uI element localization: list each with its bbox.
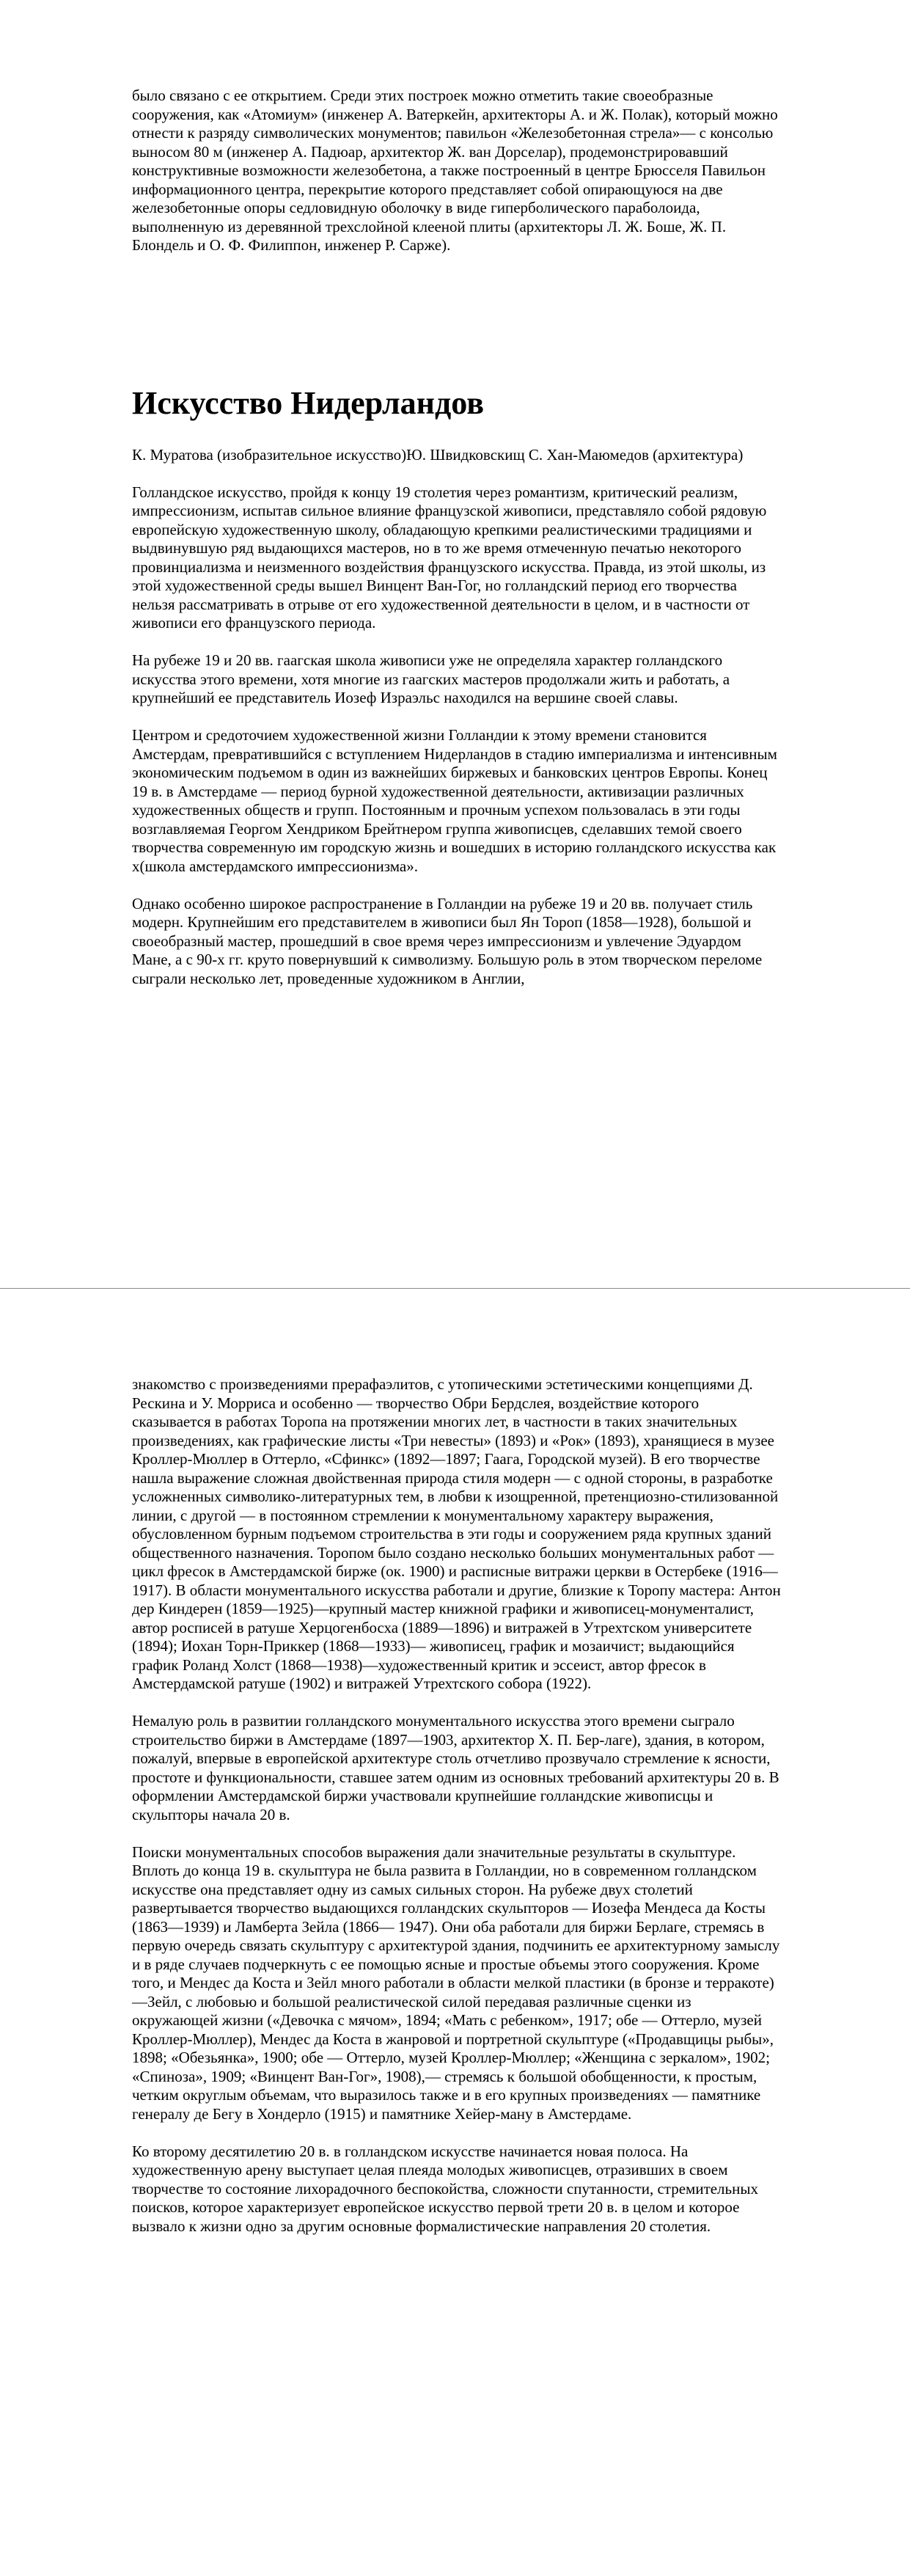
paragraph: Немалую роль в развитии голландского монументального искусства этого времени сыграло строительство биржи в Амстердаме (1897—1903, архитектор X. П. Бер-лаге), здания, в котором, пожалуй, впервые в европейской архитектуре столь отчетливо прозвучало стремление к ясности, простоте и функциональности, ставшее затем одним из основных требований архитектуры 20 в. В оформлении Амстердамской биржи участвовали крупнейшие голландские живописцы и скульпторы начала 20 в. xyxy=(132,1712,779,1823)
paragraph: Однако особенно широкое распространение в Голландии на рубеже 19 и 20 вв. получает стиль модерн. Крупнейшим его представителем в живописи был Ян Тороп (1858—1928), большой и своеобразный мастер, прошедший в свое время через импрессионизм и увлечение Эдуардом Мане, а с 90-х гг. круто повернувший к символизму. Большую роль в этом творческом переломе сыграли несколько лет, проведенные художником в Англии, xyxy=(132,894,763,987)
paragraph: На рубеже 19 и 20 вв. гаагская школа живописи уже не определяла характер голландского искусства этого времени, хотя многие из гаагских мастеров продолжали жить и работать, а крупнейший ее представитель Иозеф Израэльс находился на вершине своей славы. xyxy=(132,651,730,706)
page-1-content xyxy=(132,87,781,1007)
page-2 xyxy=(0,1288,910,2576)
paragraph: Центром и средоточием художественной жизни Голландии к этому времени становится Амстердам, превратившийся с вступлением Нидерландов в стадию империализма и интенсивным экономическим подъемом в один из важнейших биржевых и банковских центров Европы. Конец 19 в. в Амстердаме — период бурной художественной деятельности, активизации различных художественных обществ и групп. Постоянным и прочным успехом пользовалась в эти годы возглавляемая Георгом Хендриком Брейтнером группа живописцев, сделавших темой своего творчества современную им городскую жизнь и вошедших в историю голландского искусства как х(школа амстердамского импрессионизма». xyxy=(132,726,777,875)
paragraph: Голландское искусство, пройдя к концу 19 столетия через романтизм, критический реализм, импрессионизм, испытав сильное влияние французской живописи, представляло собой рядовую европейскую художественную школу, обладающую крепкими реалистическими традициями и выдвинувшую ряд выдающихся мастеров, но в то же время отмеченную печатью некоторого провинциализма и неизменного воздействия французского искусства. Правда, из этой школы, из этой художественной среды вышел Винцент Ван-Гог, но голландский период его творчества нельзя рассматривать в отрыве от его художественной деятельности в целом, и в частности от живописи его французского периода. xyxy=(132,483,767,632)
authors-line: К. Муратова (изобразительное искусство)Ю. Швидковскищ С. Хан-Маюмедов (архитектура) xyxy=(132,445,744,464)
paragraph: знакомство с произведениями прерафаэлитов, с утопическими эстетическими концепциями Д. Рескина и У. Морриса и особенно — творчество Обри Бердслея, воздействие которого сказывается в работах Торопа на протяжении многих лет, в частности в таких значительных произведениях, как графические листы «Три невесты» (1893) и «Рок» (1893), хранящиеся в музее Кроллер-Мюллер в Оттерло, «Сфинкс» (1892—1897; Гаага, Городской музей). В его творчестве нашла выражение сложная двойственная природа стиля модерн — с одной стороны, в разработке усложненных символико-литературных тем, в любви к изощренной, претенциозно-стилизованной линии, с другой — в постоянном стремлении к монументальному характеру выражения, обусловленном бурным подъемом строительства в эти годы и сооружением ряда крупных зданий общественного назначения. Торопом было создано несколько больших монументальных работ — цикл фресок в Амстердамской бирже (ок. 1900) и расписные витражи церкви в Остербеке (1916—1917). В области монументального искусства работали и другие, близкие к Торопу мастера: Антон дер Киндерен (1859—1925)—крупный мастер книжной графики и живописец-монументалист, автор росписей в ратуше Херцогенбосха (1889—1896) и витражей в Утрехтском университете (1894); Иохан Торн-Приккер (1868—1933)— живописец, график и мозаичист; выдающийся график Роланд Холст (1868—1938)—художественный критик и эссеист, автор фресок в Амстердамской ратуше (1902) и витражей Утрехтского собора (1922). xyxy=(132,1375,781,1692)
page-2-content xyxy=(132,1375,781,2255)
section-heading: Искусство Нидерландов xyxy=(132,384,484,421)
paragraph: Ко второму десятилетию 20 в. в голландском искусстве начинается новая полоса. На художественную арену выступает целая плеяда молодых живописцев, отразивших в своем творчестве то состояние лихорадочного беспокойства, сложности спутанности, стремительных поисков, которое характеризует европейское искусство первой трети 20 в. в целом и которое вызвало к жизни одно за другим основные формалистические направления 20 столетия. xyxy=(132,2142,758,2235)
paragraph: Поиски монументальных способов выражения дали значительные результаты в скульптуре. Вплоть до конца 19 в. скульптура не была развита в Голландии, но в современном голландском искусстве она представляет одну из самых сильных сторон. На рубеже двух столетий развертывается творчество выдающихся голландских скульпторов — Иозефа Мендеса да Косты (1863—1939) и Ламберта Зейла (1866— 1947). Они оба работали для биржи Берлаге, стремясь в первую очередь связать скульптуру с архитектурой здания, подчинить ее архитектурному замыслу и в ряде случаев подчеркнуть с ее помощью ясные и простые объемы этого сооружения. Кроме того, и Мендес да Коста и Зейл много работали в области мелкой пластики (в бронзе и терракоте)—Зейл, с любовью и большой реалистической силой передавая различные сценки из окружающей жизни («Девочка с мячом», 1894; «Мать с ребенком», 1917; обе — Оттерло, музей Кроллер-Мюллер), Мендес да Коста в жанровой и портретной скульптуре («Продавщицы рыбы», 1898; «Обезьянка», 1900; обе — Оттерло, музей Кроллер-Мюллер; «Женщина с зеркалом», 1902; «Спиноза», 1909; «Винцент Ван-Гог», 1908),— стремясь к большой обобщенности, к простым, четким округлым объемам, что выразилось также и в его крупных произведениях — памятнике генералу де Бегу в Хондерло (1915) и памятнике Хейер-ману в Амстердаме. xyxy=(132,1843,780,2123)
intro-paragraph: было связано с ее открытием. Среди этих построек можно отметить такие своеобразные сооружения, как «Атомиум» (инженер А. Ватеркейн, архитекторы А. и Ж. Полак), который можно отнести к разряду символических монументов; павильон «Железобетонная стрела»— с консолью выносом 80 м (инженер А. Падюар, архитектор Ж. ван Дорселар), продемонстрировавший конструктивные возможности железобетона, а также построенный в центре Брюсселя Павильон информационного центра, перекрытие которого представляет собой опирающуюся на две железобетонные опоры седловидную оболочку в виде гиперболического параболоида, выполненную из деревянной трехслойной клееной плиты (архитекторы Л. Ж. Боше, Ж. П. Блондель и О. Ф. Филиппон, инженер Р. Сарже). xyxy=(132,87,778,254)
